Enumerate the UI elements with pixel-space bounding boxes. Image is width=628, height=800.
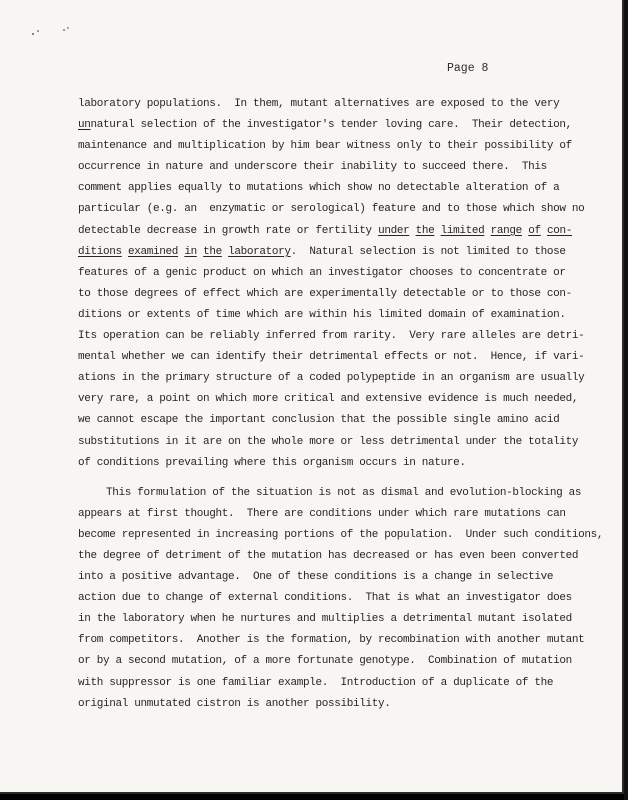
- underlined-text: the: [415, 224, 435, 237]
- text-line: [78, 546, 618, 567]
- text-line: [78, 157, 618, 178]
- paragraph: [78, 483, 618, 715]
- text-line: [78, 432, 618, 453]
- page-number: Page 8: [447, 62, 489, 75]
- ink-specks: [30, 24, 80, 38]
- text-segment: into a positive advantage. One of these conditions is a change in selective: [78, 571, 554, 584]
- text-line: [78, 588, 618, 609]
- underlined-text: laboratory: [228, 245, 291, 258]
- text-segment: substitutions in it are on the whole more or less detrimental under the totality: [78, 435, 579, 448]
- body-text: [78, 94, 618, 715]
- text-line: [78, 567, 618, 588]
- text-segment: features of a genic product on which an investigator chooses to concentrate or: [78, 266, 566, 279]
- text-line: [78, 651, 618, 672]
- text-segment: detectable decrease in growth rate or fertility: [78, 224, 379, 237]
- text-line: [78, 504, 618, 525]
- text-line: [78, 136, 618, 157]
- underlined-text: of: [528, 224, 541, 237]
- text-line: [78, 326, 618, 347]
- text-segment: laboratory populations. In them, mutant alternatives are exposed to the very: [78, 98, 560, 110]
- text-line: [78, 347, 618, 368]
- text-line: [78, 609, 618, 630]
- text-line: [78, 178, 618, 199]
- text-line: [78, 483, 618, 504]
- text-line: [78, 673, 618, 694]
- text-segment: natural selection of the investigator's tender loving care. Their detection,: [90, 119, 572, 132]
- text-line: [78, 284, 618, 305]
- text-line: [78, 242, 618, 263]
- text-segment: original unmutated cistron is another possibility.: [78, 697, 391, 710]
- text-segment: of conditions prevailing where this organism occurs in nature.: [78, 456, 466, 469]
- text-segment: occurrence in nature and underscore their inability to succeed there. This: [78, 161, 547, 174]
- underlined-text: limited: [440, 224, 485, 237]
- text-line: [78, 305, 618, 326]
- text-segment: appears at first thought. There are conditions under which rare mutations can: [78, 507, 566, 520]
- text-line: [78, 630, 618, 651]
- text-line: [78, 525, 618, 546]
- underlined-text: un: [78, 119, 91, 132]
- underlined-text: con-: [546, 224, 572, 237]
- text-line: [78, 221, 618, 242]
- text-segment: from competitors. Another is the formation, by recombination with another mutant: [78, 634, 585, 647]
- underlined-text: under: [378, 224, 410, 237]
- scan-edge: [624, 0, 628, 800]
- text-segment: we cannot escape the important conclusion that the possible single amino acid: [78, 414, 560, 427]
- text-line: [78, 410, 618, 431]
- text-segment: This formulation of the situation is not as dismal and evolution-blocking as: [106, 486, 582, 499]
- text-line: [78, 115, 618, 136]
- paragraph: [78, 94, 618, 474]
- text-segment: . Natural selection is not limited to those: [290, 245, 566, 258]
- text-line: [78, 263, 618, 284]
- text-segment: or by a second mutation, of a more fortunate genotype. Combination of mutation: [78, 655, 572, 668]
- text-segment: comment applies equally to mutations which show no detectable alteration of a: [78, 182, 560, 195]
- underlined-text: range: [490, 224, 522, 237]
- text-segment: with suppressor is one familiar example. Introduction of a duplicate of the: [78, 676, 554, 689]
- text-line: [78, 199, 618, 220]
- text-line: [78, 368, 618, 389]
- text-segment: the degree of detriment of the mutation has decreased or has even been converted: [78, 549, 579, 562]
- text-segment: become represented in increasing portions of the population. Under such conditions,: [78, 528, 604, 541]
- text-segment: mental whether we can identify their detrimental effects or not. Hence, if vari-: [78, 351, 585, 364]
- paragraph-gap: [78, 474, 618, 483]
- text-segment: to those degrees of effect which are experimentally detectable or to those con-: [78, 287, 572, 300]
- text-segment: in the laboratory when he nurtures and multiplies a detrimental mutant isolated: [78, 613, 572, 626]
- text-segment: very rare, a point on which more critical and extensive evidence is much needed,: [78, 393, 579, 406]
- text-segment: ditions or extents of time which are within his limited domain of examination.: [78, 308, 566, 321]
- underlined-text: in: [184, 245, 197, 258]
- text-segment: action due to change of external conditions. That is what an investigator does: [78, 592, 572, 605]
- text-segment: ations in the primary structure of a coded polypeptide in an organism are usually: [78, 372, 585, 385]
- underlined-text: examined: [128, 245, 179, 258]
- underlined-text: ditions: [78, 245, 122, 258]
- text-segment: particular (e.g. an enzymatic or serological) feature and to those which show no: [78, 203, 585, 216]
- text-line: [78, 94, 618, 115]
- text-line: [78, 389, 618, 410]
- text-segment: maintenance and multiplication by him bear witness only to their possibility of: [78, 140, 572, 153]
- text-line: [78, 453, 618, 474]
- underlined-text: the: [203, 245, 222, 258]
- text-segment: Its operation can be reliably inferred from rarity. Very rare alleles are detri-: [78, 330, 585, 343]
- text-line: [78, 694, 618, 715]
